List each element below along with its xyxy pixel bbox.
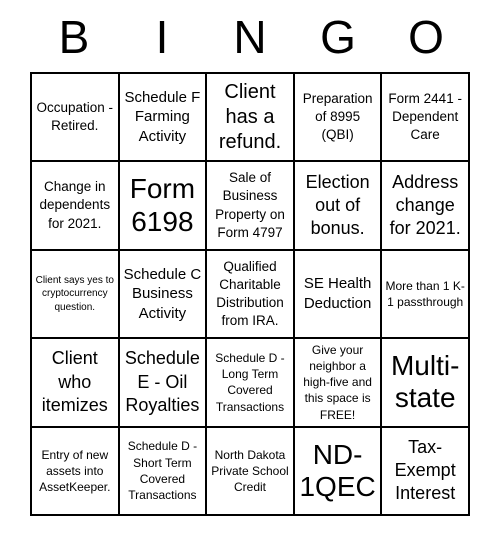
bingo-cell-r3c3[interactable] — [206, 250, 294, 338]
bingo-cell-r4c4[interactable] — [294, 338, 382, 426]
bingo-cell-r2c3[interactable] — [206, 161, 294, 249]
header-letter-b: B — [58, 11, 90, 63]
bingo-cell-r1c3[interactable] — [206, 73, 294, 161]
bingo-cell-r2c1[interactable] — [31, 161, 119, 249]
cell-text: Entry of new assets into AssetKeeper. — [39, 447, 111, 494]
bingo-cell-r1c2[interactable] — [119, 73, 207, 161]
header-letter-g: G — [320, 11, 356, 63]
cell-text: Qualified Charitable Distribution from IRA. — [216, 258, 284, 329]
bingo-cell-r4c3[interactable] — [206, 338, 294, 426]
bingo-cell-r3c5[interactable] — [381, 250, 469, 338]
bingo-cell-r1c1[interactable] — [31, 73, 119, 161]
cell-text: Address change for 2021. — [389, 171, 461, 239]
bingo-cell-r2c2[interactable] — [119, 161, 207, 249]
bingo-cell-r5c5[interactable] — [381, 427, 469, 515]
header-letter-i: I — [155, 11, 169, 63]
bingo-cell-r5c4[interactable] — [294, 427, 382, 515]
bingo-grid — [30, 72, 470, 516]
cell-text: Schedule E - Oil Royalties — [124, 348, 200, 416]
bingo-cell-r3c4[interactable] — [294, 250, 382, 338]
bingo-cell-r4c5[interactable] — [381, 338, 469, 426]
cell-text: Occupation - Retired. — [36, 99, 114, 134]
cell-text: Preparation of 8995 (QBI) — [302, 90, 373, 143]
bingo-cell-r3c2[interactable] — [119, 250, 207, 338]
cell-text: More than 1 K-1 passthrough — [385, 278, 465, 309]
bingo-cell-r5c2[interactable] — [119, 427, 207, 515]
cell-text: Schedule C Business Activity — [123, 265, 202, 322]
cell-text: Client has a refund. — [218, 80, 282, 153]
cell-text: Election out of bonus. — [305, 171, 370, 239]
bingo-cell-r2c5[interactable] — [381, 161, 469, 249]
bingo-cell-r5c1[interactable] — [31, 427, 119, 515]
header-letter-n: N — [233, 11, 267, 63]
cell-text: Schedule D - Short Term Covered Transactions — [127, 439, 198, 502]
cell-text: Sale of Business Property on Form 4797 — [215, 170, 285, 240]
bingo-cell-r5c3[interactable] — [206, 427, 294, 515]
cell-text: Tax-Exempt Interest — [394, 436, 456, 504]
bingo-cell-r1c5[interactable] — [381, 73, 469, 161]
bingo-cell-r3c1[interactable] — [31, 250, 119, 338]
cell-text: Client who itemizes — [41, 348, 108, 416]
cell-text: SE Health Deduction — [303, 275, 372, 312]
bingo-header — [30, 0, 470, 72]
bingo-cell-r4c1[interactable] — [31, 338, 119, 426]
cell-text: Schedule F Farming Activity — [124, 88, 201, 145]
cell-text: Form 2441 - Dependent Care — [388, 90, 462, 143]
header-letter-o: O — [408, 11, 444, 63]
cell-text: Schedule D - Long Term Covered Transactions — [215, 351, 285, 414]
cell-text: Multi-state — [390, 350, 460, 414]
cell-text: Give your neighbor a high-five and this space is FREE! — [303, 342, 372, 422]
bingo-cell-r1c4[interactable] — [294, 73, 382, 161]
cell-text: North Dakota Private School Credit — [211, 447, 289, 494]
cell-text: ND-1QEC — [299, 438, 376, 502]
cell-text: Client says yes to cryptocurrency question. — [35, 274, 114, 313]
cell-text: Form 6198 — [129, 173, 196, 237]
bingo-cell-r4c2[interactable] — [119, 338, 207, 426]
bingo-cell-r2c4[interactable] — [294, 161, 382, 249]
cell-text: Change in dependents for 2021. — [39, 179, 111, 231]
